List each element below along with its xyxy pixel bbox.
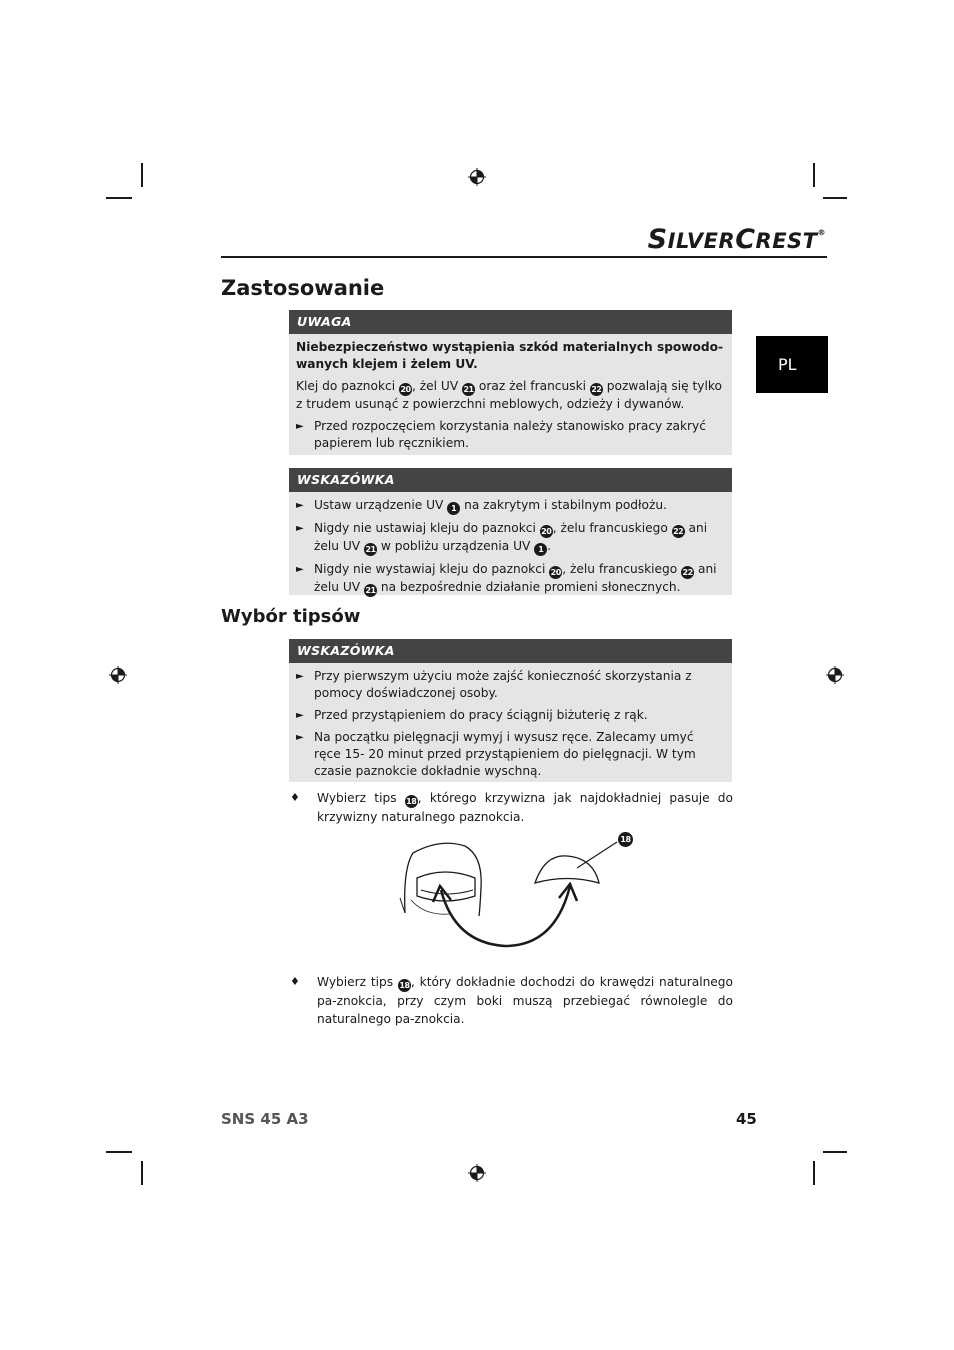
instruction-step: ♦ Wybierz tips 18, którego krzywizna jak najdokładniej pasuje do krzywizny naturalnego paznokcia. (290, 791, 733, 824)
number-badge: 1 (447, 502, 460, 515)
arrow-bullet-icon: ► (296, 421, 304, 432)
list-item: ► Przed rozpoczęciem korzystania należy stanowisko pracy zakryć papierem lub ręcznikiem. (296, 419, 706, 450)
number-badge: 18 (399, 981, 410, 990)
crop-mark (813, 163, 815, 187)
arrow-bullet-icon: ► (296, 710, 304, 721)
caution-paragraph: Klej do paznokci 20, żel UV 21 oraz żel francuski 22 pozwalają się tylko z trudem usunąć z powierzchni meblowych, odzieży i dywanów. (296, 379, 722, 411)
crop-mark (823, 197, 847, 199)
caution-header: UWAGA (289, 310, 732, 334)
model-number: SNS 45 A3 (221, 1110, 309, 1128)
crosshair-icon (826, 666, 844, 684)
list-item: ► Przy pierwszym użyciu może zajść konieczność skorzystania z pomocy doświadczonej osoby. (296, 669, 692, 700)
crop-mark (141, 163, 143, 187)
number-badge: 20 (400, 385, 411, 394)
hint-box (289, 639, 732, 782)
number-badge: 20 (541, 527, 552, 536)
list-item: ► Nigdy nie wystawiaj kleju do paznokci 20, żelu francuskiego 22 ani żelu UV 21 na bezpośrednie działanie promieni słonecznych. (296, 562, 717, 595)
instruction-step: ♦ Wybierz tips 18, który dokładnie dochodzi do krawędzi naturalnego pa-znokcia, przy czym boki muszą przebiegać równolegle do naturalnego pa-znokcia. (290, 975, 734, 1026)
crosshair-icon (468, 168, 486, 186)
hint-box (289, 468, 732, 595)
crop-mark (106, 1151, 132, 1153)
crop-mark (141, 1161, 143, 1185)
hint-header: WSKAZÓWKA (289, 468, 732, 492)
diamond-bullet-icon: ♦ (290, 975, 300, 988)
crop-mark (106, 197, 132, 199)
list-item: ► Na początku pielęgnacji wymyj i wysusz ręce. Zalecamy umyć ręce 15- 20 minut przed przystąpieniem do pielęgnacji. W tym czasie paznokcie dokładnie wyschną. (296, 730, 696, 778)
page-number: 45 (736, 1110, 757, 1128)
arrow-bullet-icon: ► (296, 671, 304, 682)
arrow-bullet-icon: ► (296, 523, 304, 534)
nail-tip-illustration (395, 828, 640, 953)
figure-label-badge: 18 (618, 832, 633, 847)
number-badge: 22 (673, 527, 684, 536)
number-badge: 21 (365, 545, 376, 554)
brand-logo: SILVERCREST® (647, 224, 826, 255)
number-badge: 22 (682, 568, 693, 577)
number-badge: 1 (534, 543, 547, 556)
number-badge: 18 (406, 797, 417, 806)
diamond-bullet-icon: ♦ (290, 791, 300, 804)
crop-mark (823, 1151, 847, 1153)
number-badge: 20 (550, 568, 561, 577)
crop-mark (813, 1161, 815, 1185)
language-tab: PL (756, 336, 828, 393)
header-rule (221, 256, 827, 258)
list-item: ► Nigdy nie ustawiaj kleju do paznokci 20, żelu francuskiego 22 ani żelu UV 21 w pobliżu urządzenia UV 1 . (296, 521, 708, 554)
arrow-bullet-icon: ► (296, 564, 304, 575)
section-title: Wybór tipsów (221, 606, 361, 627)
arrow-bullet-icon: ► (296, 500, 304, 511)
list-item: ► Przed przystąpieniem do pracy ściągnij biżuterię z rąk. (296, 708, 648, 722)
number-badge: 22 (591, 385, 602, 394)
hint-header: WSKAZÓWKA (289, 639, 732, 663)
caution-box (289, 310, 732, 455)
number-badge: 21 (463, 385, 474, 394)
warning-text: Niebezpieczeństwo wystąpienia szkód materialnych spowodo-wanych klejem i żelem UV. (296, 340, 724, 371)
number-badge: 21 (365, 586, 376, 595)
crosshair-icon (109, 666, 127, 684)
crosshair-icon (468, 1164, 486, 1182)
list-item: ► Ustaw urządzenie UV 1 na zakrytym i stabilnym podłożu. (296, 498, 667, 513)
arrow-bullet-icon: ► (296, 732, 304, 743)
section-title: Zastosowanie (221, 276, 385, 300)
